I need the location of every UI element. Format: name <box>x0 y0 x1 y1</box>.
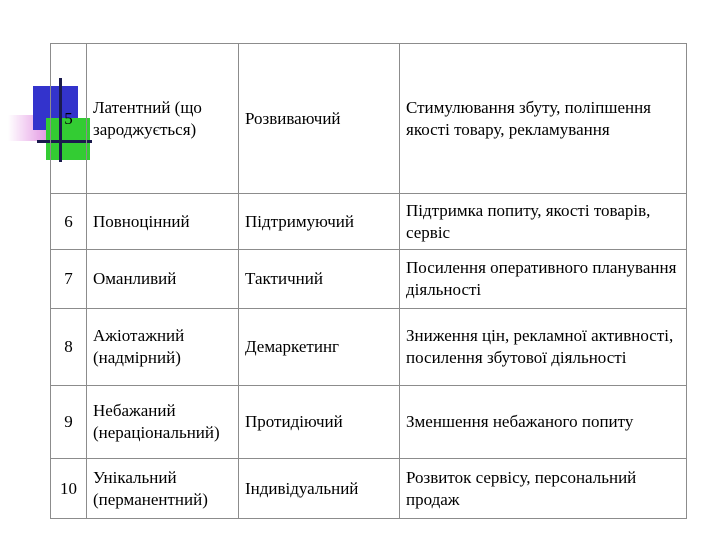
table-row <box>51 386 687 459</box>
marketing-tasks-cell: Підтримка попиту, якості товарів, сервіс <box>400 194 687 250</box>
marketing-type-cell: Демаркетинг <box>239 309 400 386</box>
row-number: 5 <box>51 44 87 194</box>
table-row <box>51 309 687 386</box>
demand-type-cell: Унікальний (перманентний) <box>87 459 239 519</box>
marketing-type-cell: Протидіючий <box>239 386 400 459</box>
row-number: 6 <box>51 194 87 250</box>
row-number: 8 <box>51 309 87 386</box>
table-row <box>51 44 687 194</box>
row-number: 7 <box>51 250 87 309</box>
table-row <box>51 194 687 250</box>
marketing-tasks-cell: Зниження цін, рекламної активності, посилення збутової діяльності <box>400 309 687 386</box>
marketing-tasks-cell: Стимулювання збуту, поліпшення якості товару, рекламування <box>400 44 687 194</box>
demand-marketing-table <box>50 43 687 519</box>
marketing-type-cell: Тактичний <box>239 250 400 309</box>
row-number: 9 <box>51 386 87 459</box>
demand-type-cell: Ажіотажний (надмірний) <box>87 309 239 386</box>
demand-type-cell: Повноцінний <box>87 194 239 250</box>
row-number: 10 <box>51 459 87 519</box>
marketing-tasks-cell: Розвиток сервісу, персональний продаж <box>400 459 687 519</box>
marketing-type-cell: Підтримуючий <box>239 194 400 250</box>
marketing-type-cell: Розвиваючий <box>239 44 400 194</box>
table-row <box>51 250 687 309</box>
demand-type-cell: Небажаний (нераціональний) <box>87 386 239 459</box>
marketing-type-cell: Індивідуальний <box>239 459 400 519</box>
demand-type-cell: Оманливий <box>87 250 239 309</box>
marketing-tasks-cell: Зменшення небажаного попиту <box>400 386 687 459</box>
marketing-tasks-cell: Посилення оперативного планування діяльності <box>400 250 687 309</box>
table-row <box>51 459 687 519</box>
demand-type-cell: Латентний (що зароджується) <box>87 44 239 194</box>
